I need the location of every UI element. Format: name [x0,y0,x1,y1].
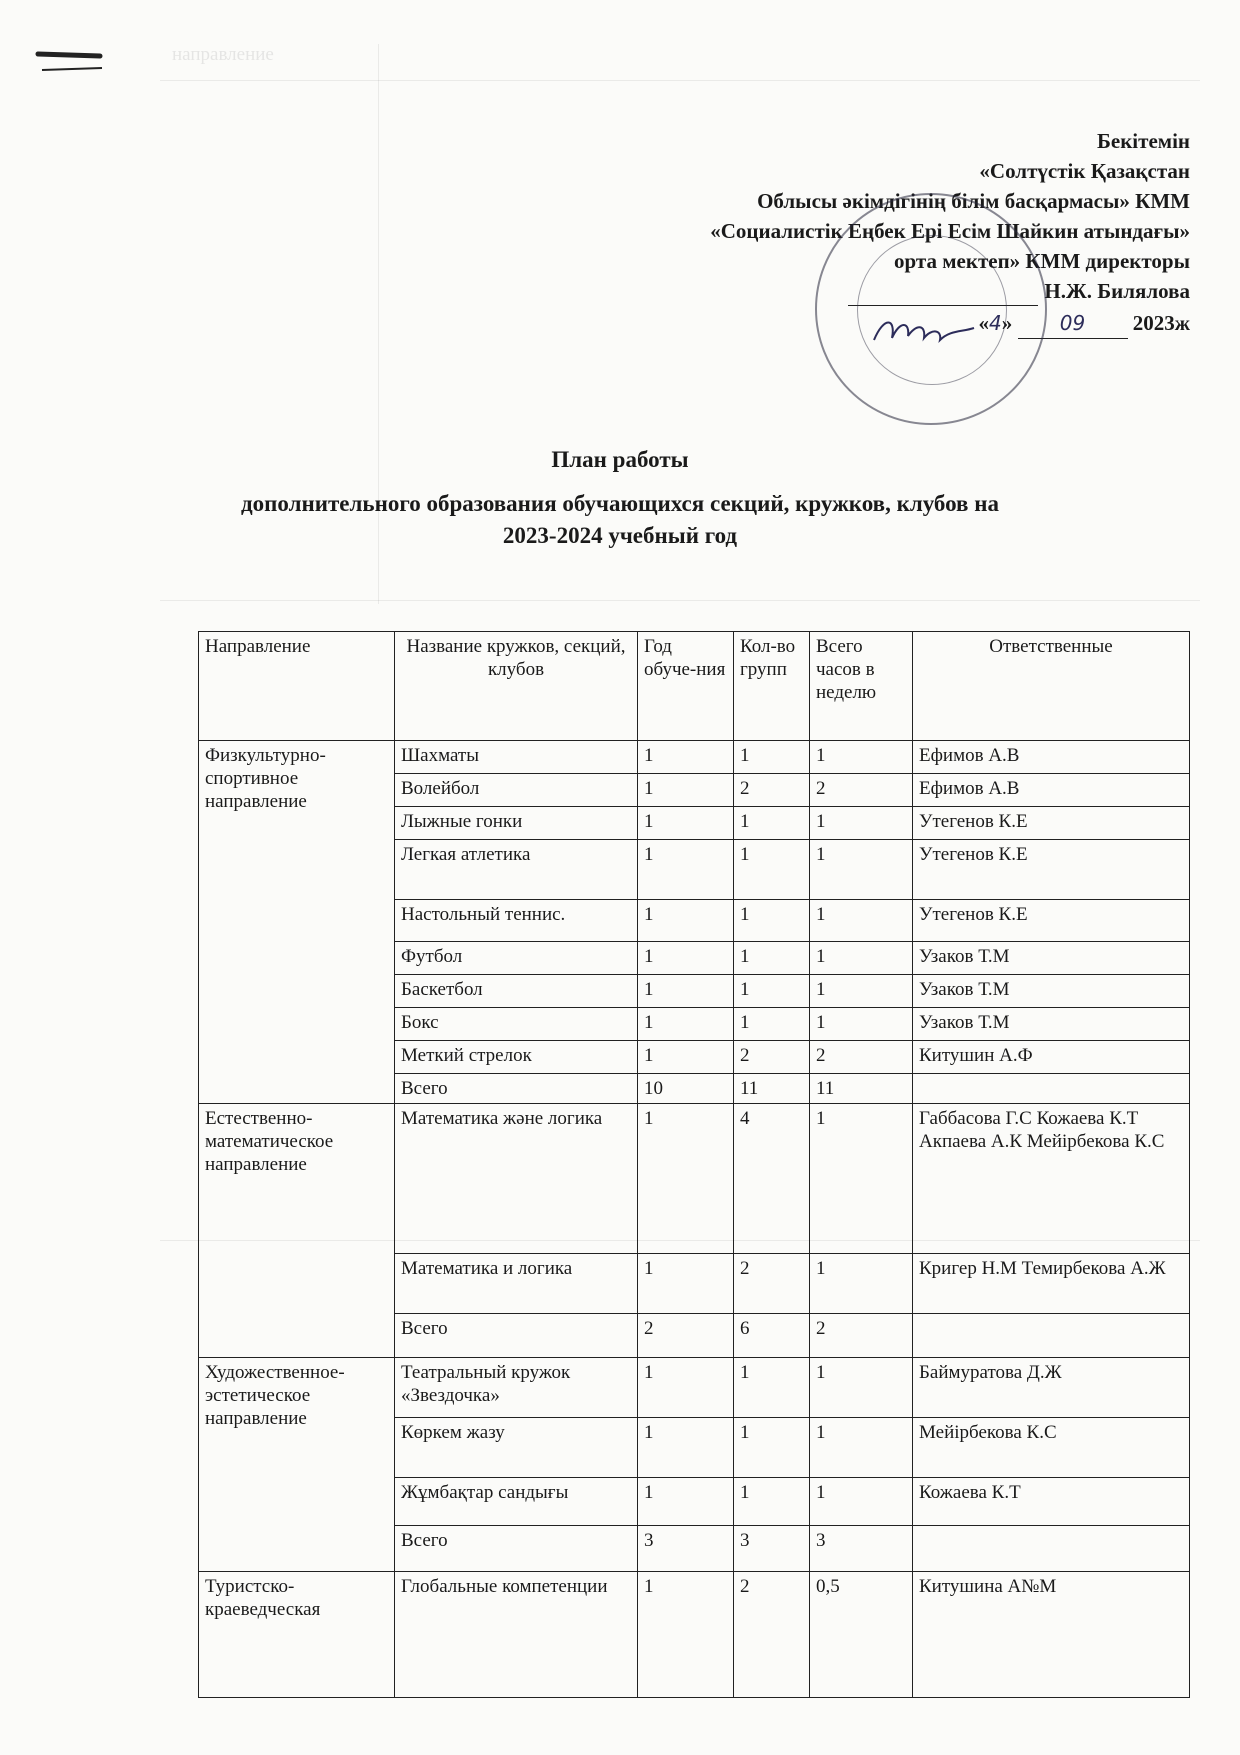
club-name: Театральный кружок «Звездочка» [395,1358,638,1418]
date-quote-open: « [978,311,990,335]
groups-cell: 1 [734,975,810,1008]
club-name: Меткий стрелок [395,1041,638,1074]
total-hours: 3 [810,1526,913,1572]
groups-cell: 4 [734,1104,810,1254]
club-name: Көркем жазу [395,1418,638,1478]
responsible-cell: Узаков Т.М [913,1008,1190,1041]
hours-cell: 1 [810,900,913,942]
approval-org-line-2: Облысы әкімдігінің білім басқармасы» КММ [757,189,1190,213]
bleed-through-line [378,44,379,604]
club-name: Настольный теннис. [395,900,638,942]
total-label: Всего [395,1314,638,1358]
document-title: План работы [551,447,689,472]
groups-cell: 2 [734,1254,810,1314]
responsible-cell: Ефимов А.В [913,774,1190,807]
hours-cell: 0,5 [810,1572,913,1698]
groups-cell: 1 [734,840,810,900]
club-name: Баскетбол [395,975,638,1008]
bleed-through-line [160,600,1200,601]
responsible-cell: Узаков Т.М [913,942,1190,975]
year-cell: 1 [638,840,734,900]
round-seal-stamp [815,193,1047,425]
hours-cell: 1 [810,1358,913,1418]
header-direction: Направление [199,632,395,741]
responsible-cell: Китушин А.Ф [913,1041,1190,1074]
table-row [199,1358,1190,1418]
approval-school-line-1: «Социалистік Еңбек Ері Есім Шайкин атындағы» [710,219,1190,243]
total-responsible-empty [913,1074,1190,1104]
approval-school-line-2: орта мектеп» КММ директоры [894,249,1190,273]
total-year: 3 [638,1526,734,1572]
club-name: Математика және логика [395,1104,638,1254]
year-cell: 1 [638,942,734,975]
approval-org-line-1: «Солтүстік Қазақстан [979,159,1190,183]
hours-cell: 1 [810,942,913,975]
year-cell: 1 [638,900,734,942]
year-cell: 1 [638,741,734,774]
total-responsible-empty [913,1526,1190,1572]
year-cell: 1 [638,1041,734,1074]
total-groups: 11 [734,1074,810,1104]
hours-cell: 1 [810,1418,913,1478]
date-day: 4 [989,311,1002,335]
total-hours: 11 [810,1074,913,1104]
responsible-cell: Габбасова Г.С Кожаева К.Т Акпаева А.К Мейірбекова К.С [913,1104,1190,1254]
groups-cell: 1 [734,741,810,774]
year-cell: 1 [638,975,734,1008]
header-responsible: Ответственные [913,632,1190,741]
club-name: Футбол [395,942,638,975]
responsible-cell: Утегенов К.Е [913,840,1190,900]
hours-cell: 1 [810,1008,913,1041]
club-name: Математика и логика [395,1254,638,1314]
club-name: Легкая атлетика [395,840,638,900]
hours-cell: 1 [810,807,913,840]
club-name: Волейбол [395,774,638,807]
year-cell: 1 [638,1418,734,1478]
year-cell: 1 [638,1572,734,1698]
club-name: Бокс [395,1008,638,1041]
total-hours: 2 [810,1314,913,1358]
total-label: Всего [395,1526,638,1572]
date-quote-close: » [1001,311,1013,335]
hours-cell: 1 [810,1478,913,1526]
responsible-cell: Кожаева К.Т [913,1478,1190,1526]
responsible-cell: Утегенов К.Е [913,807,1190,840]
groups-cell: 1 [734,1418,810,1478]
total-year: 2 [638,1314,734,1358]
year-cell: 1 [638,1358,734,1418]
responsible-cell: Ефимов А.В [913,741,1190,774]
header-year: Год обуче-ния [638,632,734,741]
handwritten-signature [870,310,980,350]
table-row [199,741,1190,774]
hours-cell: 2 [810,774,913,807]
hours-cell: 1 [810,840,913,900]
hours-cell: 1 [810,1104,913,1254]
club-name: Жұмбақтар сандығы [395,1478,638,1526]
direction-cell: Естественно-математическое направление [199,1104,395,1358]
year-cell: 1 [638,774,734,807]
year-cell: 1 [638,1478,734,1526]
direction-cell: Художественное-эстетическое направление [199,1358,395,1572]
hours-cell: 1 [810,741,913,774]
direction-cell: Туристско-краеведческая [199,1572,395,1698]
responsible-cell: Мейірбекова К.С [913,1418,1190,1478]
table-row [199,1572,1190,1698]
responsible-cell: Кригер Н.М Темирбекова А.Ж [913,1254,1190,1314]
groups-cell: 2 [734,774,810,807]
total-groups: 3 [734,1526,810,1572]
header-name: Название кружков, секций, клубов [395,632,638,741]
club-name: Глобальные компетенции [395,1572,638,1698]
table-row [199,1104,1190,1254]
document-subtitle: дополнительного образования обучающихся секций, кружков, клубов на [241,491,999,516]
groups-cell: 2 [734,1572,810,1698]
pen-mark [34,40,106,74]
bleed-through-text: направление [172,44,274,65]
total-groups: 6 [734,1314,810,1358]
groups-cell: 1 [734,900,810,942]
bleed-through-line [160,80,1200,81]
year-cell: 1 [638,1254,734,1314]
groups-cell: 2 [734,1041,810,1074]
responsible-cell: Узаков Т.М [913,975,1190,1008]
document-year: 2023-2024 учебный год [502,523,738,548]
direction-cell: Физкультурно-спортивное направление [199,741,395,1104]
total-year: 10 [638,1074,734,1104]
total-label: Всего [395,1074,638,1104]
hours-cell: 1 [810,975,913,1008]
hours-cell: 2 [810,1041,913,1074]
approval-signer: Н.Ж. Билялова [1044,279,1190,303]
groups-cell: 1 [734,1358,810,1418]
year-cell: 1 [638,807,734,840]
date-month: 09 [1018,308,1128,339]
total-responsible-empty [913,1314,1190,1358]
hours-cell: 1 [810,1254,913,1314]
year-cell: 1 [638,1104,734,1254]
groups-cell: 1 [734,1478,810,1526]
groups-cell: 1 [734,807,810,840]
approval-title: Бекітемін [1096,129,1190,153]
responsible-cell: Китушина А№М [913,1572,1190,1698]
club-name: Лыжные гонки [395,807,638,840]
groups-cell: 1 [734,942,810,975]
groups-cell: 1 [734,1008,810,1041]
header-groups: Кол-во групп [734,632,810,741]
club-name: Шахматы [395,741,638,774]
date-year: 2023ж [1132,311,1190,335]
header-hours: Всего часов в неделю [810,632,913,741]
table-header-row [199,632,1190,741]
year-cell: 1 [638,1008,734,1041]
responsible-cell: Баймуратова Д.Ж [913,1358,1190,1418]
activities-table [198,631,1190,1698]
responsible-cell: Утегенов К.Е [913,900,1190,942]
